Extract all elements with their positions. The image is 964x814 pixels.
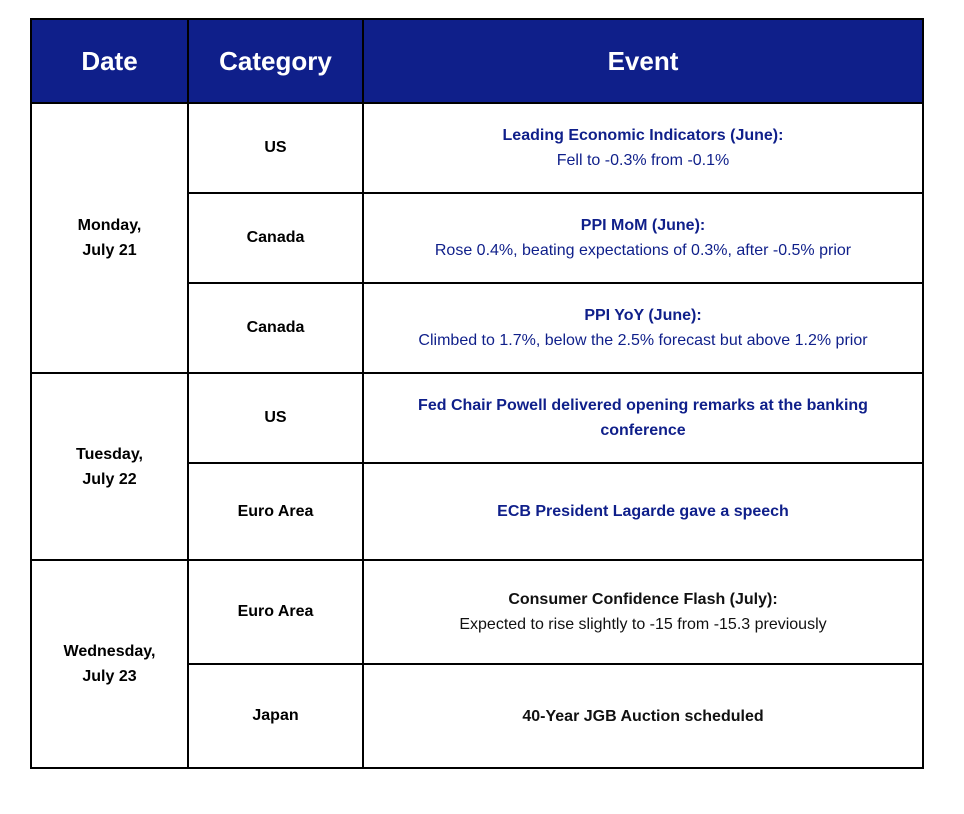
event-detail: Rose 0.4%, beating expectations of 0.3%, after -0.5% prior <box>434 242 852 259</box>
event-cell <box>363 193 923 283</box>
event-title: PPI YoY (June): <box>584 307 702 324</box>
event-cell <box>363 283 923 373</box>
event-column-header: Event <box>363 19 923 103</box>
event-cell <box>363 103 923 193</box>
day-label: Monday, <box>77 217 142 234</box>
event-title: ECB President Lagarde gave a speech <box>497 503 789 520</box>
date-column-header: Date <box>31 19 188 103</box>
date-label: July 23 <box>82 668 137 685</box>
event-title: PPI MoM (June): <box>580 217 706 234</box>
event-title: 40-Year JGB Auction scheduled <box>522 707 764 725</box>
event-detail: Fell to -0.3% from -0.1% <box>556 152 730 169</box>
category-cell: Euro Area <box>188 560 363 664</box>
day-label: Tuesday, <box>76 445 143 463</box>
category-cell: US <box>188 103 363 193</box>
date-cell-tuesday <box>31 373 188 560</box>
date-label: July 22 <box>82 470 137 488</box>
event-cell <box>363 373 923 463</box>
category-cell: Euro Area <box>188 463 363 560</box>
day-label: Wednesday, <box>63 643 156 660</box>
event-cell <box>363 463 923 560</box>
event-title: Fed Chair Powell delivered opening remarks at the banking conference <box>418 397 868 439</box>
date-label: July 21 <box>82 242 137 259</box>
date-cell-monday <box>31 103 188 373</box>
event-cell <box>363 664 923 768</box>
category-column-header: Category <box>188 19 363 103</box>
table-header-row <box>31 19 923 103</box>
event-detail: Expected to rise slightly to -15 from -15.3 previously <box>459 616 827 633</box>
category-cell: Canada <box>188 193 363 283</box>
economic-calendar-table <box>30 18 924 769</box>
event-cell <box>363 560 923 664</box>
category-cell: Canada <box>188 283 363 373</box>
event-title: Consumer Confidence Flash (July): <box>508 591 778 608</box>
event-title: Leading Economic Indicators (June): <box>502 127 784 144</box>
table-row <box>31 103 923 193</box>
category-cell: US <box>188 373 363 463</box>
table-row <box>31 560 923 664</box>
table-row <box>31 373 923 463</box>
category-cell: Japan <box>188 664 363 768</box>
event-detail: Climbed to 1.7%, below the 2.5% forecast but above 1.2% prior <box>418 332 868 349</box>
date-cell-wednesday <box>31 560 188 768</box>
